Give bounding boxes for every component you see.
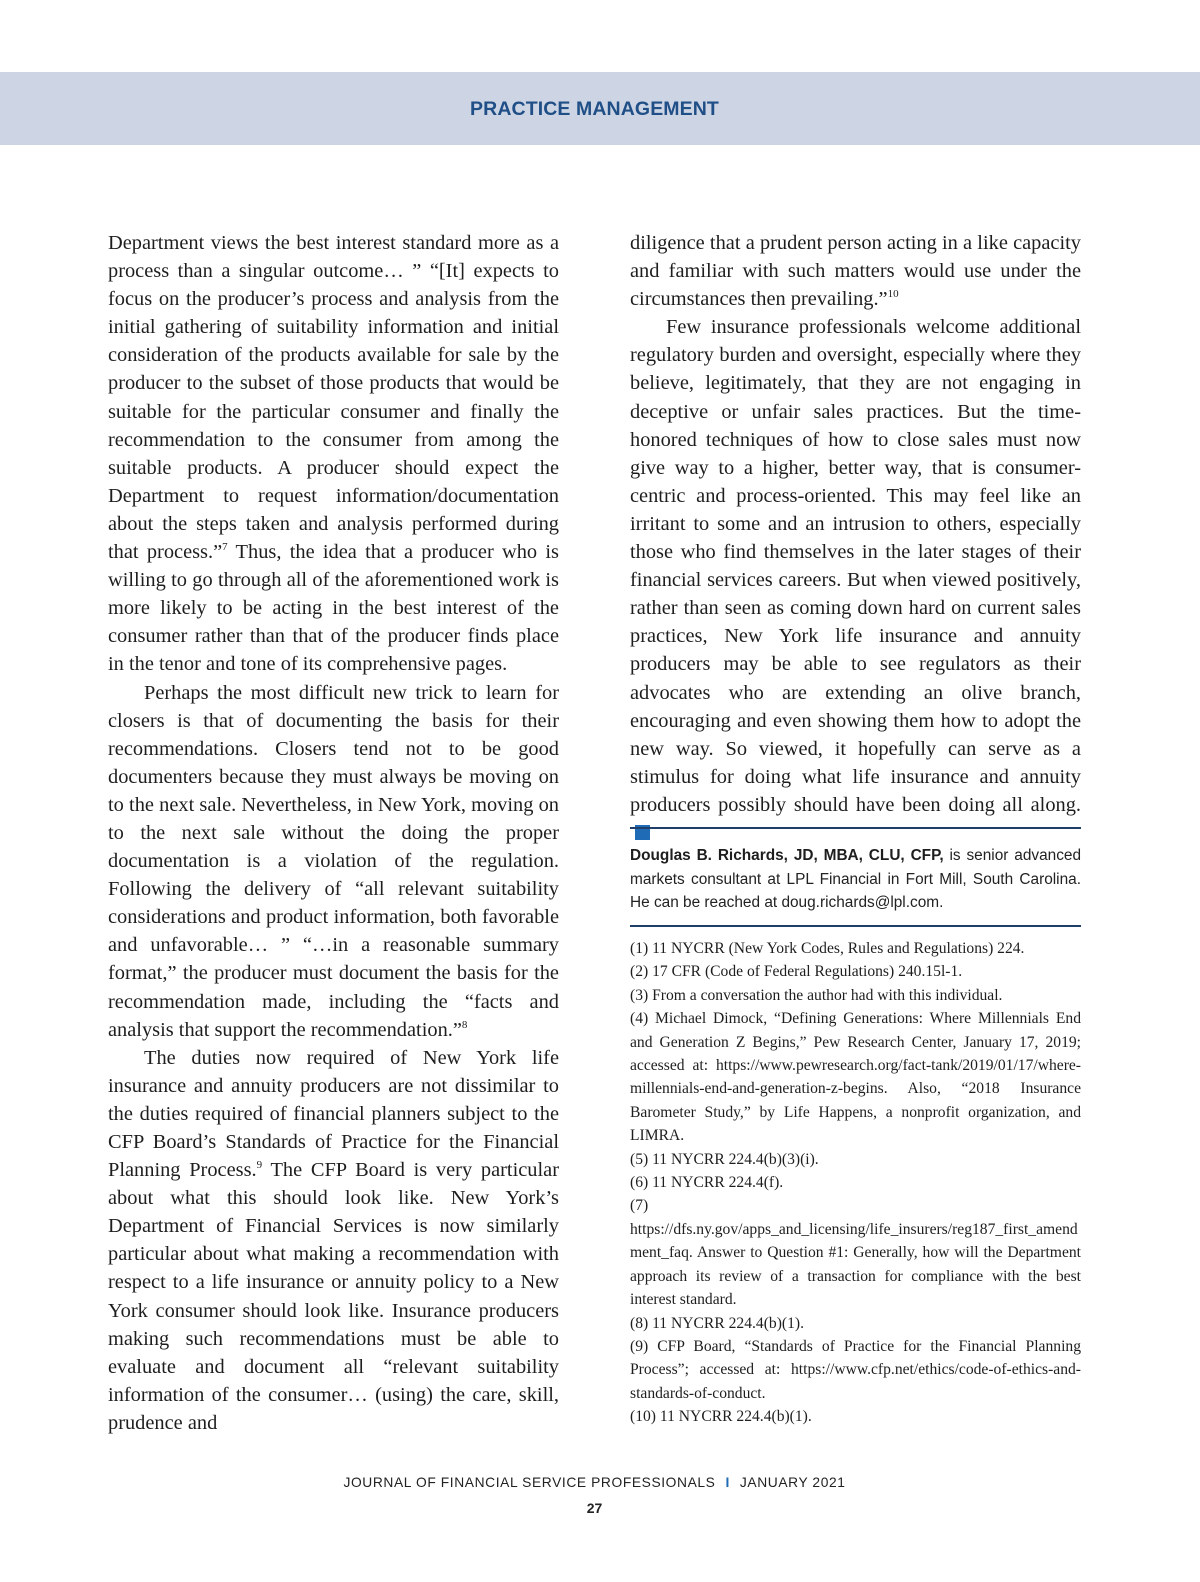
body-paragraph (630, 313, 1081, 847)
author-rule-top (630, 827, 1081, 829)
paragraph-text: The duties now required of New York life insurance and annuity producers are not dissimilar to the duties required of financial planners subject to the CFP Board’s Standards of Practice for the Financial Planning Process. (108, 1046, 559, 1182)
footnote-ref[interactable]: 7 (222, 541, 228, 554)
section-title: PRACTICE MANAGEMENT (470, 98, 719, 120)
footnote-item: (2) 17 CFR (Code of Federal Regulations) 240.15l-1. (630, 963, 963, 981)
footnote-ref[interactable]: 8 (461, 1018, 468, 1031)
page-number: 27 (586, 1500, 603, 1516)
author-description: is senior advanced markets consultant at LPL Financial in Fort Mill, South Carolina. He can be reached at doug.richards@lpl.com. (630, 847, 1082, 911)
footnote-item: (1) 11 NYCRR (New York Codes, Rules and Regulations) 224. (630, 940, 1025, 957)
body-paragraph (108, 229, 559, 679)
right-column (630, 229, 1081, 847)
footnote-ref[interactable]: 9 (256, 1159, 263, 1172)
footnote-item: (8) 11 NYCRR 224.4(b)(1). (630, 1314, 804, 1332)
author-rule-bottom (630, 925, 1081, 927)
journal-name: JOURNAL OF FINANCIAL SERVICE PROFESSIONALS (343, 1475, 716, 1490)
journal-footer (0, 1475, 1189, 1490)
author-bio (630, 844, 1081, 915)
footnote-item: (9) CFP Board, “Standards of Practice for the Financial Planning Process”; accessed at: https://www.cfp.net/ethics/code-of-ethics-and-standards-of-conduct. (630, 1337, 1081, 1402)
paragraph-text: Thus, the idea that a producer who is willing to go through all of the aforementioned work is more likely to be acting in the best interest of the consumer rather than that of the producer finds place in the tenor and tone of its comprehensive pages. (108, 541, 559, 676)
issue-date: JANUARY 2021 (739, 1475, 846, 1490)
body-paragraph (630, 229, 1081, 313)
body-paragraph (108, 1044, 559, 1437)
footnote-item: (7) https://dfs.ny.gov/apps_and_licensing/life_insurers/reg187_first_amendment_faq. Answer to Question #1: Generally, how will the Department approach its review of a transaction for compliance with the best interest standard. (630, 1197, 1081, 1309)
footnote-item: (10) 11 NYCRR 224.4(b)(1). (630, 1408, 812, 1426)
body-paragraph (108, 679, 559, 1044)
footnote-item: (6) 11 NYCRR 224.4(f). (630, 1174, 784, 1192)
footnote-ref[interactable]: 10 (887, 288, 899, 301)
paragraph-text: The CFP Board is very particular about what this should look like. New York’s Department of Financial Services is now similarly particular about what making a recommendation with respect to a life insurance or annuity policy to a New York consumer should look like. Insurance producers making such recommendations must be able to evaluate and document all “relevant suitability information of the consumer… (using) the care, skill, prudence and (108, 1159, 559, 1434)
paragraph-text: Few insurance professionals welcome additional regulatory burden and oversight, especially where they believe, legitimately, that they are not engaging in deceptive or unfair sales practices. But the time-honored techniques of how to close sales must now give way to a higher, better way, that is consumer-centric and process-oriented. This may feel like an irritant to some and an intrusion to others, especially those who find themselves in the later stages of their financial services careers. But when viewed positively, rather than seen as coming down hard on current sales practices, New York life insurance and annuity producers may be able to see regulators as their advocates who are extending an olive branch, encouraging and even showing them how to adopt the new way. So viewed, it hopefully can serve as a stimulus for doing what life insurance and annuity producers possibly should have been doing all along. (630, 316, 1081, 816)
footer-separator: I (725, 1475, 730, 1490)
left-column (108, 229, 559, 1437)
paragraph-text: Perhaps the most difficult new trick to learn for closers is that of documenting the basis for their recommendations. Closers tend not to be good documenters because they must always be moving on to the next sale. Nevertheless, in New York, moving on to the next sale without the doing the proper documentation is a violation of the regulation. Following the delivery of “all relevant suitability considerations and product information, both favorable and unfavorable… ” “…in a reasonable summary format,” the producer must document the basis for the recommendation made, including the “facts and analysis that support the recommendation.” (108, 681, 559, 1041)
footnote-item: (5) 11 NYCRR 224.4(b)(3)(i). (630, 1150, 819, 1168)
author-name: Douglas B. Richards, JD, MBA, CLU, CFP, (630, 847, 944, 864)
footnotes-list (630, 937, 1081, 1429)
footnote-item: (4) Michael Dimock, “Defining Generations: Where Millennials End and Generation Z Begins,” Pew Research Center, January 17, 2019; accessed at: https://www.pewresearch.org/fact-tank/2019/01/17/where-millennials-end-and-generation-z-begins. Also, “2018 Insurance Barometer Study,” by Life Happens, a nonprofit organization, and LIMRA. (630, 1010, 1081, 1145)
footnote-item: (3) From a conversation the author had with this individual. (630, 986, 1003, 1004)
paragraph-text: diligence that a prudent person acting in a like capacity and familiar with such matters would use under the circumstances then prevailing.” (630, 232, 1081, 311)
paragraph-text: Department views the best interest standard more as a process than a singular outcome… ” “[It] expects to focus on the producer’s process and analysis from the initial gathering of suitability information and initial consideration of the products available for sale by the producer to the subset of those products that would be suitable for the particular consumer and finally the recommendation to the consumer from among the suitable products. A producer should expect the Department to request information/documentation about the steps taken and analysis performed during that process.” (108, 232, 559, 564)
